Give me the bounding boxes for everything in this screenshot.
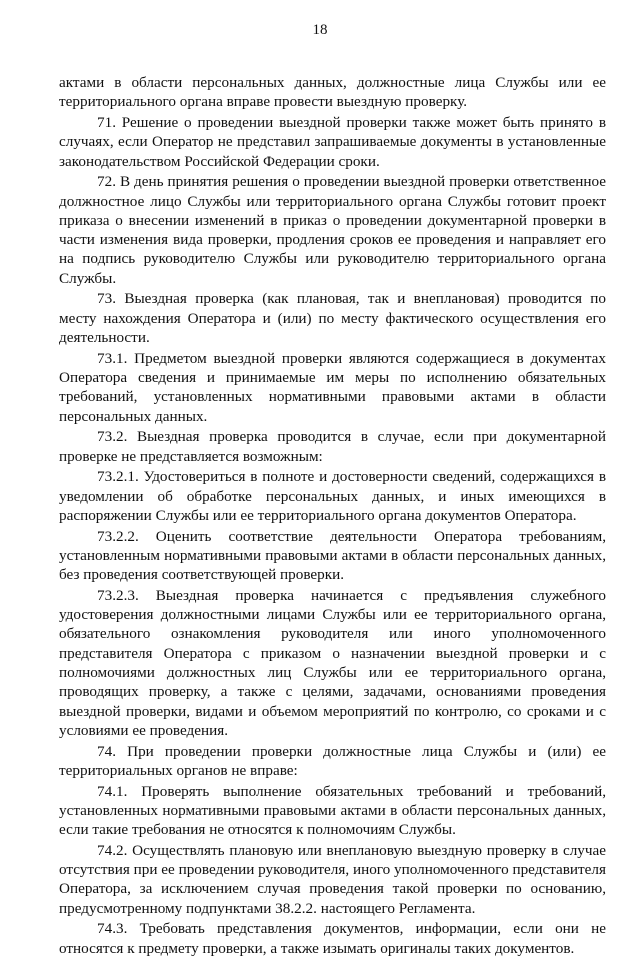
paragraph-71: 71. Решение о проведении выездной проверки также может быть принято в случаях, если Оператор не представил запрашиваемые документы в установленные законодательством Российской Федерации сроки. [59,113,606,170]
paragraph-74-3: 74.3. Требовать представления документов, информации, если они не относятся к предмету проверки, а также изымать оригиналы таких документов. [59,920,606,957]
document-body [59,73,606,959]
paragraph-74-1: 74.1. Проверять выполнение обязательных требований и требований, установленных нормативными правовыми актами в области персональных данных, если такие требования не относятся к полномочиям Службы. [59,782,606,839]
paragraph-74: 74. При проведении проверки должностные лица Службы и (или) ее территориальных органов не вправе: [59,742,606,779]
paragraph-73-2: 73.2. Выездная проверка проводится в случае, если при документарной проверке не представляется возможным: [59,428,606,465]
paragraph-73-1: 73.1. Предметом выездной проверки являются содержащиеся в документах Оператора сведения и принимаемые им меры по исполнению обязательных требований, установленных нормативными правовыми актами в области персональных данных. [59,349,606,425]
page-number: 18 [312,22,328,38]
paragraph-72: 72. В день принятия решения о проведении выездной проверки ответственное должностное лицо Службы или территориального органа Службы готовит проект приказа о внесении изменений в приказ о проведении документарной проверки в части изменения вида проверки, продления сроков ее проведения и направляет его на подпись руководителю Службы или руководителю территориального органа Службы. [59,173,606,287]
paragraph-73: 73. Выездная проверка (как плановая, так и внеплановая) проводится по месту нахождения Оператора и (или) по месту фактического осуществления его деятельности. [59,290,606,347]
paragraph-continuation: актами в области персональных данных, должностные лица Службы или ее территориального органа вправе провести выездную проверку. [59,74,606,111]
paragraph-73-2-1: 73.2.1. Удостовериться в полноте и достоверности сведений, содержащихся в уведомлении об обработке персональных данных, и иных имеющихся в распоряжении Службы или ее территориального органа документов Оператора. [59,468,606,524]
paragraph-73-2-2: 73.2.2. Оценить соответствие деятельности Оператора требованиям, установленным нормативными правовыми актами в области персональных данных, без проведения соответствующей проверки. [59,527,606,584]
paragraph-73-2-3: 73.2.3. Выездная проверка начинается с предъявления служебного удостоверения должностными лицами Службы или ее территориального органа, обязательного ознакомления руководителя или иного уполномоченного представителя Оператора с приказом о назначении выездной проверки и с полномочиями должностных лиц Службы или ее территориального органа, проводящих проверку, а также с целями, задачами, основаниями проведения выездной проверки, видами и объемом мероприятий по контролю, со сроками и с условиями ее проведения. [59,586,606,739]
paragraph-74-2: 74.2. Осуществлять плановую или внеплановую выездную проверку в случае отсутствия при ее проведении руководителя, иного уполномоченного представителя Оператора, за исключением случая проведения такой проверки по основанию, предусмотренному подпунктами 38.2.2. настоящего Регламента. [59,841,606,917]
